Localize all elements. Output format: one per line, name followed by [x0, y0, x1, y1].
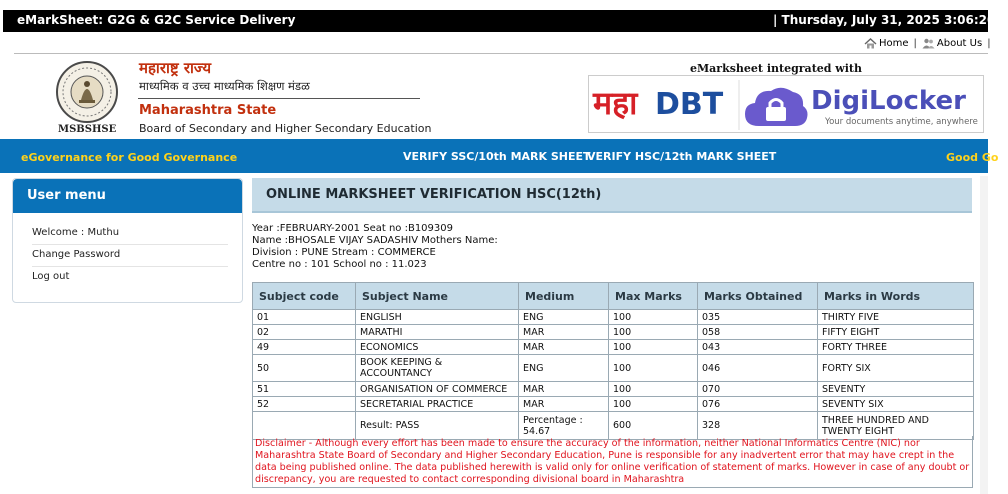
total-marks-obtained: 328	[698, 412, 818, 440]
disclaimer-text: Disclaimer - Although every effort has been made to ensure the accuracy of the information, neither National Informatics Centre (NIC) nor Maharashtra State Board of Secondary and Higher Secondary Education, Pune is responsible for any inadvertent error that may have crept in the data being published online. The data published herewith is valid only for online verification of statement of marks. However in case of any doubt or discrepancy, you are requested to contact corresponding divisional board in Maharashtra	[252, 436, 973, 488]
marks-obtained: 070	[698, 382, 818, 397]
table-row	[253, 382, 974, 397]
medium: ENG	[519, 310, 609, 325]
marks-obtained: 076	[698, 397, 818, 412]
home-link[interactable]	[864, 38, 909, 49]
subject-code: 02	[253, 325, 356, 340]
marks-obtained: 046	[698, 355, 818, 382]
marks-in-words: FORTY SIX	[818, 355, 974, 382]
link-separator: |	[987, 38, 991, 49]
mahadbt-logo	[592, 84, 724, 122]
marks-in-words: FIFTY EIGHT	[818, 325, 974, 340]
table-row	[253, 310, 974, 325]
centre-school: Centre no : 101 School no : 11.023	[252, 259, 427, 270]
medium: MAR	[519, 325, 609, 340]
right-side-panel-edge	[980, 176, 988, 494]
marks-in-words: FORTY THREE	[818, 340, 974, 355]
user-menu	[12, 178, 243, 303]
table-header-row	[253, 283, 974, 310]
percentage: Percentage : 54.67	[519, 412, 609, 440]
verify-hsc-link[interactable]: VERIFY HSC/12th MARK SHEET	[587, 150, 777, 163]
table-row	[253, 340, 974, 355]
integration-caption: eMarksheet integrated with	[690, 62, 863, 75]
board-seal-icon	[52, 60, 122, 124]
subject-name: BOOK KEEPING & ACCOUNTANCY	[356, 355, 519, 382]
link-separator: |	[913, 38, 917, 49]
change-password-link[interactable]: Change Password	[32, 245, 228, 267]
student-name: Name :BHOSALE VIJAY SADASHIV Mothers Name:	[252, 235, 498, 246]
marathi-board-name: माध्यमिक व उच्च माध्यमिक शिक्षण मंडळ	[139, 79, 310, 93]
subject-code: 49	[253, 340, 356, 355]
col-marks-in-words: Marks in Words	[818, 283, 974, 310]
col-marks-obtained: Marks Obtained	[698, 283, 818, 310]
table-row	[253, 397, 974, 412]
table-row	[253, 355, 974, 382]
app-title: eMarkSheet: G2G & G2C Service Delivery	[17, 13, 296, 27]
subject-name: ENGLISH	[356, 310, 519, 325]
marks-in-words: SEVENTY	[818, 382, 974, 397]
user-group-icon	[922, 38, 935, 49]
marks-obtained: 058	[698, 325, 818, 340]
col-max-marks: Max Marks	[609, 283, 698, 310]
division-stream: Division : PUNE Stream : COMMERCE	[252, 247, 436, 258]
col-subject-code: Subject code	[253, 283, 356, 310]
max-marks: 100	[609, 310, 698, 325]
header-divider	[138, 98, 420, 99]
about-link[interactable]	[922, 38, 982, 49]
medium: MAR	[519, 340, 609, 355]
subject-name: MARATHI	[356, 325, 519, 340]
marks-in-words: SEVENTY SIX	[818, 397, 974, 412]
marks-obtained: 043	[698, 340, 818, 355]
subject-code: 52	[253, 397, 356, 412]
subject-code: 01	[253, 310, 356, 325]
medium: ENG	[519, 355, 609, 382]
subject-name: ORGANISATION OF COMMERCE	[356, 382, 519, 397]
medium: MAR	[519, 382, 609, 397]
home-icon	[864, 38, 877, 49]
mahadbt-suffix: DBT	[655, 87, 724, 122]
partner-logos	[588, 75, 984, 133]
marks-obtained: 035	[698, 310, 818, 325]
col-subject-name: Subject Name	[356, 283, 519, 310]
subject-code: 50	[253, 355, 356, 382]
main-nav-bar	[0, 139, 999, 173]
top-bar	[3, 10, 1008, 32]
nav-tagline: eGovernance for Good Governance	[21, 151, 238, 164]
max-marks: 100	[609, 397, 698, 412]
english-board-name: Board of Secondary and Higher Secondary Education	[139, 122, 432, 135]
total-max-marks: 600	[609, 412, 698, 440]
page-title: ONLINE MARKSHEET VERIFICATION HSC(12th)	[252, 178, 972, 213]
top-links	[864, 38, 996, 49]
top-divider	[14, 53, 988, 54]
marks-table	[252, 282, 974, 440]
medium: MAR	[519, 397, 609, 412]
max-marks: 100	[609, 340, 698, 355]
subject-code: 51	[253, 382, 356, 397]
board-abbreviation: MSBSHSE	[58, 124, 117, 135]
current-datetime: | Thursday, July 31, 2025 3:06:20 P	[773, 13, 1008, 27]
nav-tagline-right: Good Go	[946, 151, 999, 164]
subject-name: SECRETARIAL PRACTICE	[356, 397, 519, 412]
mahadbt-prefix: महा	[593, 84, 638, 122]
max-marks: 100	[609, 355, 698, 382]
digilocker-tagline: Your documents anytime, anywhere	[825, 117, 978, 127]
table-row	[253, 325, 974, 340]
max-marks: 100	[609, 325, 698, 340]
english-state-title: Maharashtra State	[139, 103, 277, 118]
logout-link[interactable]: Log out	[32, 271, 70, 282]
user-menu-title: User menu	[13, 179, 242, 213]
exam-year-seat: Year :FEBRUARY-2001 Seat no :B109309	[252, 223, 453, 234]
subject-name: ECONOMICS	[356, 340, 519, 355]
verify-ssc-link[interactable]: VERIFY SSC/10th MARK SHEET	[403, 150, 591, 163]
marks-in-words: THIRTY FIVE	[818, 310, 974, 325]
result-status: Result: PASS	[356, 412, 519, 440]
col-medium: Medium	[519, 283, 609, 310]
home-link-label: Home	[879, 38, 909, 49]
max-marks: 100	[609, 382, 698, 397]
welcome-user: Welcome : Muthu	[32, 223, 228, 245]
total-marks-in-words: THREE HUNDRED AND TWENTY EIGHT	[818, 412, 974, 440]
about-link-label: About Us	[936, 38, 983, 49]
cloud-lock-icon	[745, 88, 808, 126]
marathi-state-title: महाराष्ट्र राज्य	[139, 59, 212, 77]
digilocker-wordmark: DigiLocker	[811, 86, 966, 116]
